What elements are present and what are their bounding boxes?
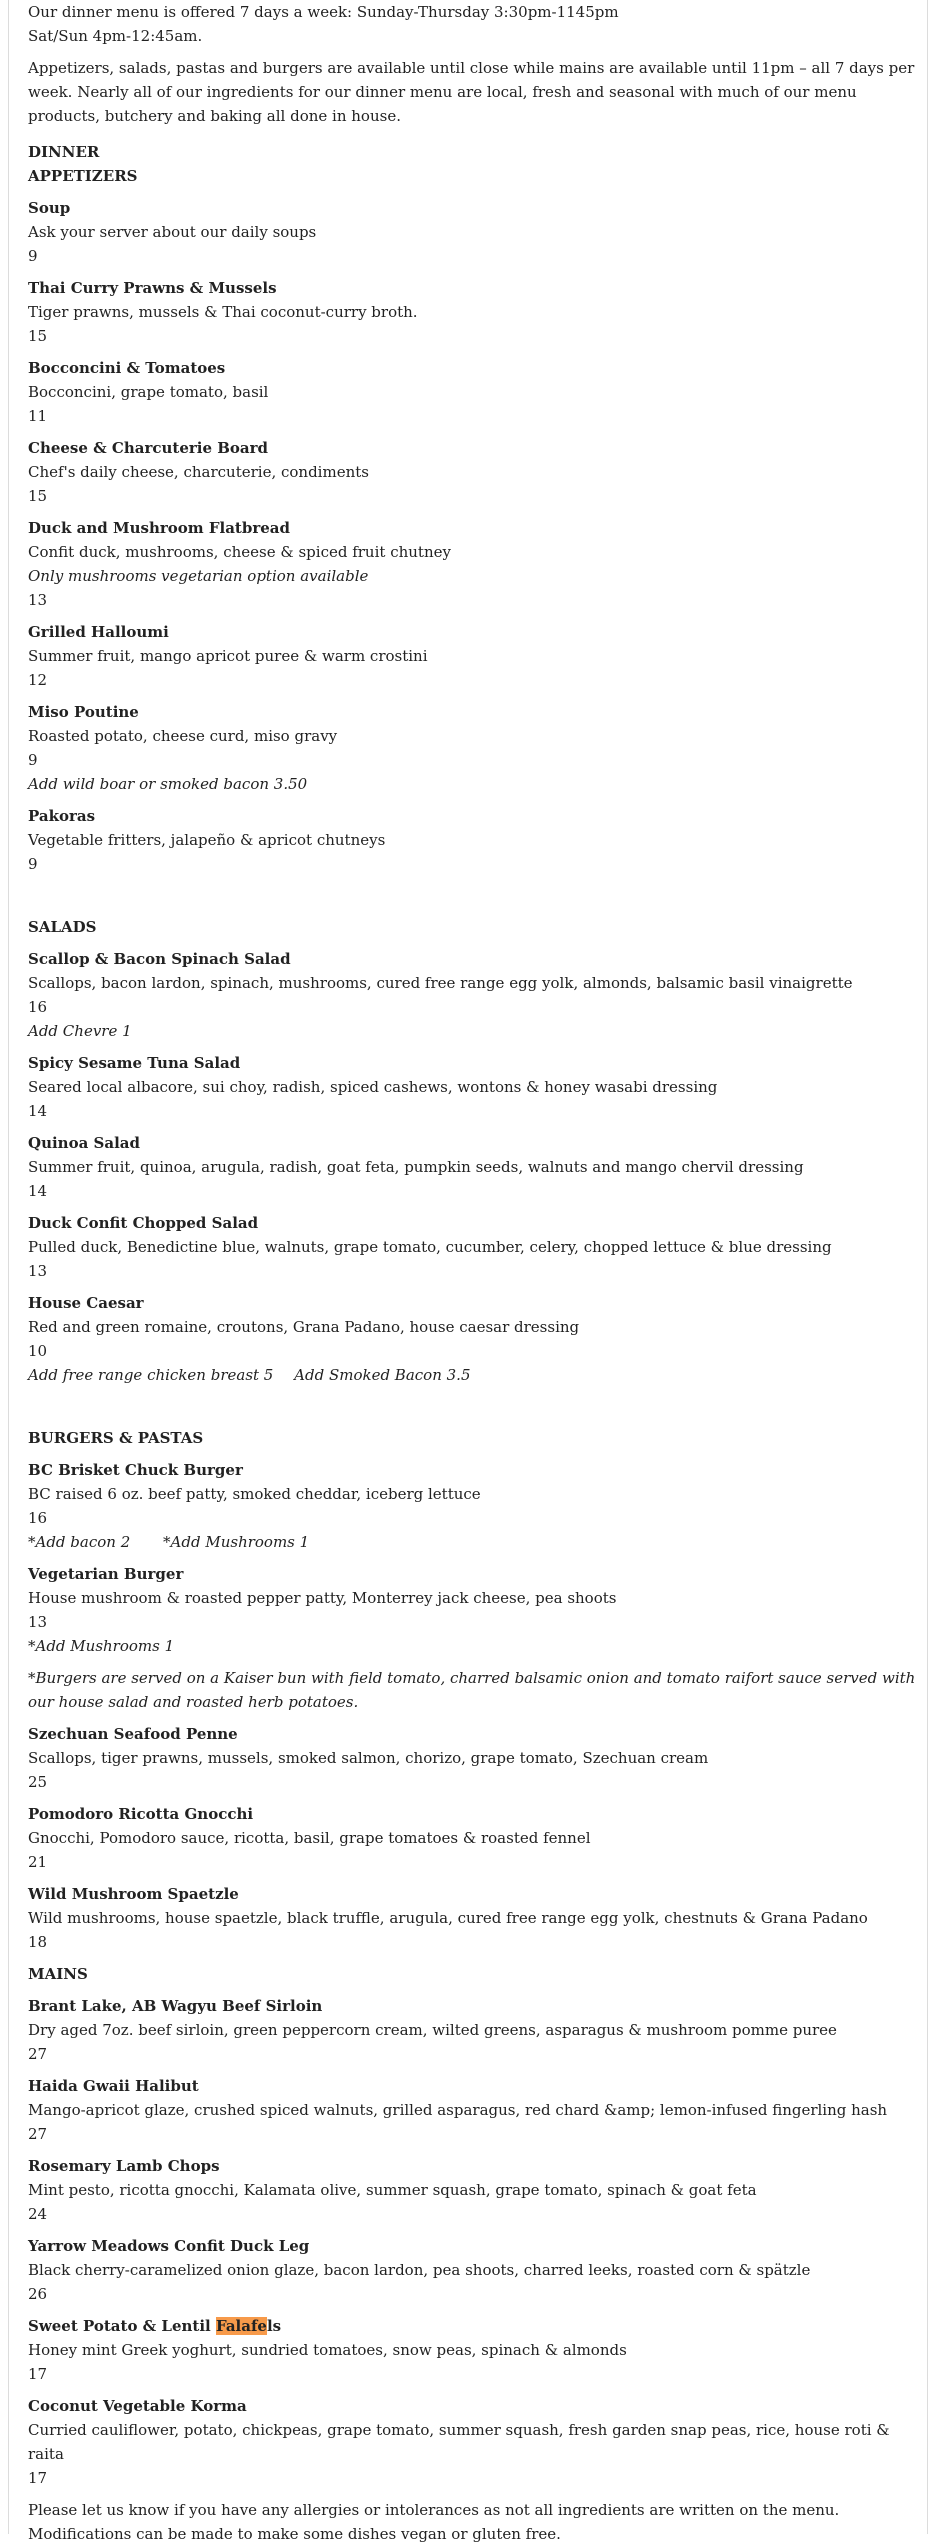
item-price: 10 bbox=[28, 1342, 48, 1360]
item-description: Seared local albacore, sui choy, radish, spiced cashews, wontons & honey wasabi dressing bbox=[28, 1078, 718, 1096]
item-description: House mushroom & roasted pepper patty, Monterrey jack cheese, pea shoots bbox=[28, 1589, 617, 1607]
menu-item bbox=[28, 1802, 927, 1874]
burger-note: *Burgers are served on a Kaiser bun with field tomato, charred balsamic onion and tomato raifort sauce served with our house salad and roasted herb potatoes. bbox=[28, 1669, 916, 1711]
item-description: Scallops, tiger prawns, mussels, smoked salmon, chorizo, grape tomato, Szechuan cream bbox=[28, 1749, 709, 1767]
item-note: Add wild boar or smoked bacon 3.50 bbox=[28, 775, 308, 793]
addon-option: *Add bacon 2 bbox=[28, 1533, 131, 1551]
menu-item bbox=[28, 700, 927, 796]
menu-item bbox=[28, 1994, 927, 2066]
item-description: Gnocchi, Pomodoro sauce, ricotta, basil, grape tomatoes & roasted fennel bbox=[28, 1829, 591, 1847]
item-description: Summer fruit, mango apricot puree & warm crostini bbox=[28, 647, 428, 665]
section-heading-mains: MAINS bbox=[28, 1965, 88, 1983]
menu-page bbox=[8, 0, 928, 2543]
search-highlight: Falafe bbox=[215, 2317, 267, 2335]
item-name bbox=[28, 2314, 927, 2338]
item-name: Vegetarian Burger bbox=[28, 1565, 184, 1583]
item-description: BC raised 6 oz. beef patty, smoked cheddar, iceberg lettuce bbox=[28, 1485, 481, 1503]
item-price: 27 bbox=[28, 2045, 48, 2063]
item-description: Wild mushrooms, house spaetzle, black truffle, arugula, cured free range egg yolk, chestnuts & Grana Padano bbox=[28, 1909, 868, 1927]
item-name: Miso Poutine bbox=[28, 703, 139, 721]
item-price: 14 bbox=[28, 1102, 48, 1120]
item-description: Mint pesto, ricotta gnocchi, Kalamata olive, summer squash, grape tomato, spinach & goat feta bbox=[28, 2181, 757, 2199]
item-description: Black cherry-caramelized onion glaze, bacon lardon, pea shoots, charred leeks, roasted corn & spätzle bbox=[28, 2261, 811, 2279]
menu-item bbox=[28, 1291, 927, 1387]
item-name: Haida Gwaii Halibut bbox=[28, 2077, 199, 2095]
item-price: 13 bbox=[28, 591, 48, 609]
item-name: Szechuan Seafood Penne bbox=[28, 1725, 238, 1743]
item-description: Vegetable fritters, jalapeño & apricot chutneys bbox=[28, 831, 386, 849]
menu-item bbox=[28, 1458, 927, 1554]
item-name: Scallop & Bacon Spinach Salad bbox=[28, 950, 291, 968]
menu-item bbox=[28, 2234, 927, 2306]
item-name: Duck and Mushroom Flatbread bbox=[28, 519, 291, 537]
menu-item bbox=[28, 947, 927, 1043]
item-price: 17 bbox=[28, 2365, 48, 2383]
item-price: 18 bbox=[28, 1933, 48, 1951]
section-heading-burgers-pastas: BURGERS & PASTAS bbox=[28, 1429, 204, 1447]
item-price: 15 bbox=[28, 327, 48, 345]
item-name: Yarrow Meadows Confit Duck Leg bbox=[28, 2237, 310, 2255]
menu-item bbox=[28, 1882, 927, 1954]
item-description: Honey mint Greek yoghurt, sundried tomatoes, snow peas, spinach & almonds bbox=[28, 2341, 627, 2359]
menu-item bbox=[28, 1211, 927, 1283]
intro bbox=[28, 0, 927, 128]
item-name: Brant Lake, AB Wagyu Beef Sirloin bbox=[28, 1997, 323, 2015]
item-price: 26 bbox=[28, 2285, 48, 2303]
addon-option: Add free range chicken breast 5 bbox=[28, 1366, 274, 1384]
item-description: Confit duck, mushrooms, cheese & spiced fruit chutney bbox=[28, 543, 451, 561]
item-name: Coconut Vegetable Korma bbox=[28, 2397, 247, 2415]
item-name: Pakoras bbox=[28, 807, 96, 825]
allergy-notice: Please let us know if you have any allergies or intolerances as not all ingredients are written on the menu. Modifications can be made to make some dishes vegan or gluten free. bbox=[28, 2501, 840, 2543]
item-name: Thai Curry Prawns & Mussels bbox=[28, 279, 277, 297]
menu-item bbox=[28, 620, 927, 692]
item-price: 21 bbox=[28, 1853, 48, 1871]
item-price: 17 bbox=[28, 2469, 48, 2487]
item-price: 9 bbox=[28, 247, 38, 265]
item-description: Scallops, bacon lardon, spinach, mushrooms, cured free range egg yolk, almonds, balsamic basil vinaigrette bbox=[28, 974, 853, 992]
item-name: Bocconcini & Tomatoes bbox=[28, 359, 226, 377]
menu-item bbox=[28, 436, 927, 508]
item-name: Duck Confit Chopped Salad bbox=[28, 1214, 259, 1232]
item-price: 13 bbox=[28, 1613, 48, 1631]
menu-item bbox=[28, 1051, 927, 1123]
item-price: 9 bbox=[28, 855, 38, 873]
section-heading-salads: SALADS bbox=[28, 918, 97, 936]
menu-item bbox=[28, 516, 927, 612]
item-price: 27 bbox=[28, 2125, 48, 2143]
addon-option: *Add Mushrooms 1 bbox=[163, 1533, 310, 1551]
item-name: Grilled Halloumi bbox=[28, 623, 169, 641]
menu-item bbox=[28, 1131, 927, 1203]
item-name: BC Brisket Chuck Burger bbox=[28, 1461, 243, 1479]
intro-description: Appetizers, salads, pastas and burgers are available until close while mains are available until 11pm – all 7 days per week. Nearly all of our ingredients for our dinner menu are local, fresh and seasonal with much of our menu products, butchery and baking all done in house. bbox=[28, 59, 915, 125]
item-name: House Caesar bbox=[28, 1294, 144, 1312]
item-price: 12 bbox=[28, 671, 48, 689]
menu-title: DINNER bbox=[28, 143, 100, 161]
item-name-part: Sweet Potato & Lentil bbox=[28, 2317, 216, 2335]
item-description: Mango-apricot glaze, crushed spiced walnuts, grilled asparagus, red chard &amp; lemon-infused fingerling hash bbox=[28, 2101, 888, 2119]
item-name: Wild Mushroom Spaetzle bbox=[28, 1885, 239, 1903]
item-description: Pulled duck, Benedictine blue, walnuts, grape tomato, cucumber, celery, chopped lettuce & blue dressing bbox=[28, 1238, 832, 1256]
item-price: 16 bbox=[28, 998, 48, 1016]
item-description: Roasted potato, cheese curd, miso gravy bbox=[28, 727, 338, 745]
item-description: Chef's daily cheese, charcuterie, condiments bbox=[28, 463, 369, 481]
item-name: Pomodoro Ricotta Gnocchi bbox=[28, 1805, 254, 1823]
item-note: Add Chevre 1 bbox=[28, 1022, 132, 1040]
item-price: 13 bbox=[28, 1262, 48, 1280]
item-note: Only mushrooms vegetarian option available bbox=[28, 567, 369, 585]
item-price: 15 bbox=[28, 487, 48, 505]
menu-item bbox=[28, 356, 927, 428]
menu-item bbox=[28, 276, 927, 348]
item-name-part: ls bbox=[266, 2317, 282, 2335]
item-note: *Add Mushrooms 1 bbox=[28, 1637, 175, 1655]
menu-item bbox=[28, 2394, 927, 2490]
section-heading-appetizers: APPETIZERS bbox=[28, 167, 138, 185]
menu-item bbox=[28, 196, 927, 268]
menu-item bbox=[28, 804, 927, 876]
item-description: Red and green romaine, croutons, Grana Padano, house caesar dressing bbox=[28, 1318, 580, 1336]
item-name: Cheese & Charcuterie Board bbox=[28, 439, 269, 457]
item-price: 11 bbox=[28, 407, 48, 425]
item-price: 14 bbox=[28, 1182, 48, 1200]
addon-option: Add Smoked Bacon 3.5 bbox=[294, 1366, 471, 1384]
item-description: Tiger prawns, mussels & Thai coconut-curry broth. bbox=[28, 303, 418, 321]
item-name: Soup bbox=[28, 199, 71, 217]
item-description: Ask your server about our daily soups bbox=[28, 223, 317, 241]
item-description: Curried cauliflower, potato, chickpeas, grape tomato, summer squash, fresh garden snap peas, rice, house roti & raita bbox=[28, 2421, 890, 2463]
menu-item bbox=[28, 1562, 927, 1658]
item-addons bbox=[28, 1363, 927, 1387]
hours-line: Our dinner menu is offered 7 days a week: Sunday-Thursday 3:30pm-1145pm bbox=[28, 3, 619, 21]
item-price: 25 bbox=[28, 1773, 48, 1791]
item-addons bbox=[28, 1530, 927, 1554]
menu-item bbox=[28, 2074, 927, 2146]
item-price: 9 bbox=[28, 751, 38, 769]
item-description: Summer fruit, quinoa, arugula, radish, goat feta, pumpkin seeds, walnuts and mango chervil dressing bbox=[28, 1158, 804, 1176]
menu-item bbox=[28, 2314, 927, 2386]
item-description: Bocconcini, grape tomato, basil bbox=[28, 383, 269, 401]
item-name: Spicy Sesame Tuna Salad bbox=[28, 1054, 241, 1072]
item-name: Rosemary Lamb Chops bbox=[28, 2157, 220, 2175]
item-price: 16 bbox=[28, 1509, 48, 1527]
menu-item bbox=[28, 2154, 927, 2226]
item-description: Dry aged 7oz. beef sirloin, green peppercorn cream, wilted greens, asparagus & mushroom pomme puree bbox=[28, 2021, 837, 2039]
hours-line: Sat/Sun 4pm-12:45am. bbox=[28, 27, 203, 45]
menu-item bbox=[28, 1722, 927, 1794]
item-name: Quinoa Salad bbox=[28, 1134, 140, 1152]
item-price: 24 bbox=[28, 2205, 48, 2223]
